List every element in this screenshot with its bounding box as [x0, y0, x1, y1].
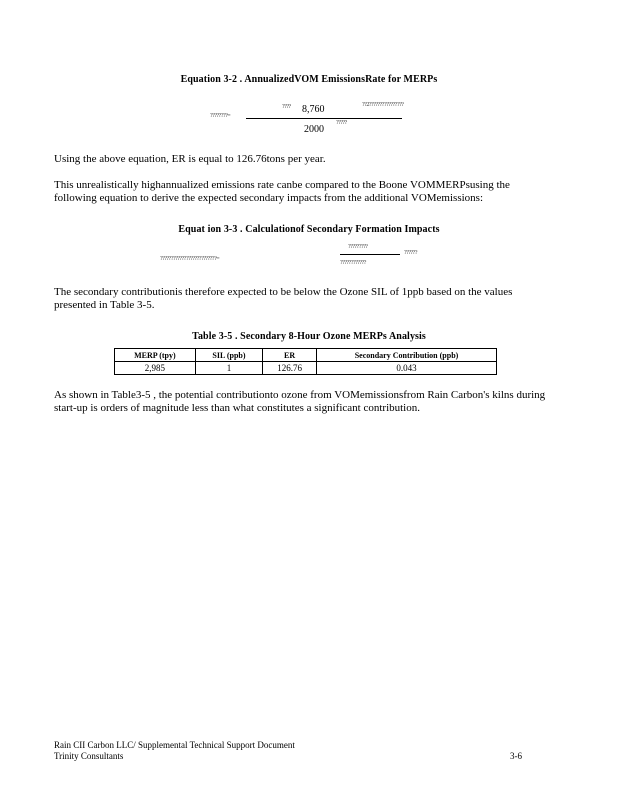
table-row [115, 362, 497, 375]
equation-3-2-fraction-bar [246, 118, 402, 119]
page-number: 3-6 [510, 751, 522, 761]
cell-sil: 1 [195, 362, 262, 375]
equation-3-3-fraction-bar [340, 254, 400, 255]
table-3-5 [114, 348, 497, 375]
equation-3-2-title: Equation 3-2 . AnnualizedVOM EmissionsRate for MERPs [180, 74, 438, 85]
equation-3-2-numerator-value: 8,760 [302, 104, 325, 115]
paragraph-er-result: Using the above equation, ER is equal to 126.76tons per year. [54, 153, 326, 165]
cell-er: 126.76 [263, 362, 317, 375]
footer-document-title: Rain CII Carbon LLC/ Supplemental Technical Support Document [54, 740, 295, 750]
equation-3-2-numerator-left: ???? [282, 104, 291, 110]
equation-3-3-denominator: ???????????? [340, 260, 366, 266]
header-merp: MERP (tpy) [115, 349, 196, 362]
equation-3-3-title: Equat ion 3-3 . Calculationof Secondary Formation Impacts [178, 224, 440, 235]
equation-3-2-lhs: ????????= [210, 113, 231, 119]
paragraph-conclusion: As shown in Table3-5 , the potential contributionto ozone from VOMemissionsfrom Rain Carbon's kilns during start-up is orders of magnitude less than what constitutes a significant contribution. [54, 389, 546, 414]
paragraph-secondary-contribution: The secondary contributionis therefore expected to be below the Ozone SIL of 1ppb based on the values presented in Table 3-5. [54, 286, 513, 311]
header-sil: SIL (ppb) [195, 349, 262, 362]
header-secondary-contribution: Secondary Contribution (ppb) [317, 349, 497, 362]
equation-3-3-lhs: ??????????????????????????= [160, 256, 220, 262]
table-header-row [115, 349, 497, 362]
table-3-5-title: Table 3-5 . Secondary 8-Hour Ozone MERPs Analysis [192, 331, 426, 342]
cell-secondary-contribution: 0.043 [317, 362, 497, 375]
footer-company: Trinity Consultants [54, 751, 124, 761]
equation-3-3-rhs: ?????? [404, 250, 417, 256]
equation-3-3-numerator: ????????? [348, 244, 368, 250]
paragraph-comparison: This unrealistically highannualized emissions rate canbe compared to the Boone VOMMERPsusing the following equation to derive the expected secondary impacts from the additional VOMemissions: [54, 179, 510, 204]
cell-merp: 2,985 [115, 362, 196, 375]
equation-3-2-denominator: 2000 [304, 124, 324, 135]
equation-3-2-denominator-garble: ????? [336, 120, 347, 126]
equation-3-2-numerator-right: ??2???????????????? [362, 102, 404, 108]
header-er: ER [263, 349, 317, 362]
